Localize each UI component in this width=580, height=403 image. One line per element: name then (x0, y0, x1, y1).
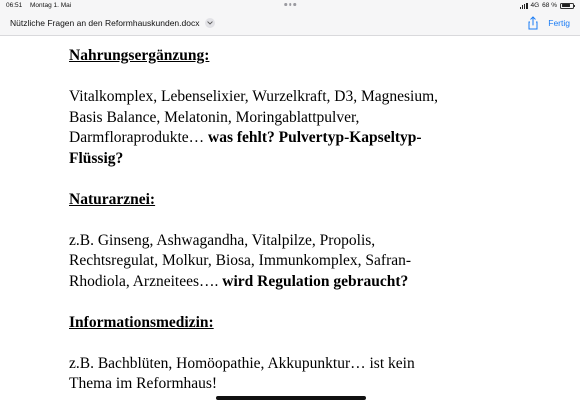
battery-label: 68 % (542, 2, 557, 9)
document-body (69, 46, 529, 395)
line-text: Basis Balance, Melatonin, Moringablattpulver, (69, 108, 360, 126)
section-paragraph (69, 231, 529, 293)
line-text: z.B. Bachblüten, Homöopathie, Akkupunktur… ist kein (69, 354, 415, 372)
chevron-down-icon[interactable] (205, 18, 215, 28)
document-title: Nützliche Fragen an den Reformhauskunden.docx (10, 18, 200, 28)
paragraph-line (69, 231, 529, 252)
line-text: Thema im Reformhaus! (69, 375, 218, 392)
signal-icon (520, 3, 528, 9)
done-button[interactable]: Fertig (548, 18, 570, 28)
line-bold-text: wird Regulation gebraucht? (222, 272, 409, 290)
status-time: 06:51 (6, 2, 23, 9)
multitasking-dots[interactable] (284, 3, 296, 6)
status-date: Montag 1. Mai (30, 2, 72, 9)
line-text: Vitalkomplex, Lebenselixier, Wurzelkraft, D3, Magnesium, (69, 88, 439, 105)
paragraph-line (69, 108, 529, 129)
section-paragraph (69, 354, 529, 395)
line-text: z.B. Ginseng, Ashwagandha, Vitalpilze, Propolis, (69, 231, 376, 249)
line-bold-text: Flüssig? (69, 149, 124, 167)
paragraph-line (69, 374, 529, 395)
section-heading: Informationsmedizin: (69, 313, 214, 331)
paragraph-line (69, 272, 529, 293)
line-text: Darmfloraprodukte… (69, 129, 209, 146)
paragraph-line (69, 128, 529, 149)
paragraph-line (69, 251, 529, 272)
section-heading: Naturarznei: (69, 190, 156, 208)
line-text: Rhodiola, Arzneitees…. (69, 272, 223, 290)
line-text: Rechtsregulat, Molkur, Biosa, Immunkomplex, Safran- (69, 252, 412, 269)
line-bold-text: was fehlt? Pulvertyp-Kapseltyp- (208, 129, 422, 146)
section-heading: Nahrungsergänzung: (69, 47, 210, 64)
battery-icon (560, 3, 574, 9)
status-indicators (520, 2, 574, 9)
share-icon[interactable] (526, 16, 540, 30)
document-title-menu[interactable] (10, 18, 215, 28)
paragraph-line (69, 354, 529, 375)
home-indicator[interactable] (216, 396, 366, 400)
network-label: 4G (530, 2, 540, 9)
section-paragraph (69, 87, 529, 169)
top-toolbar (0, 0, 580, 36)
paragraph-line (69, 87, 529, 108)
paragraph-line (69, 149, 529, 170)
